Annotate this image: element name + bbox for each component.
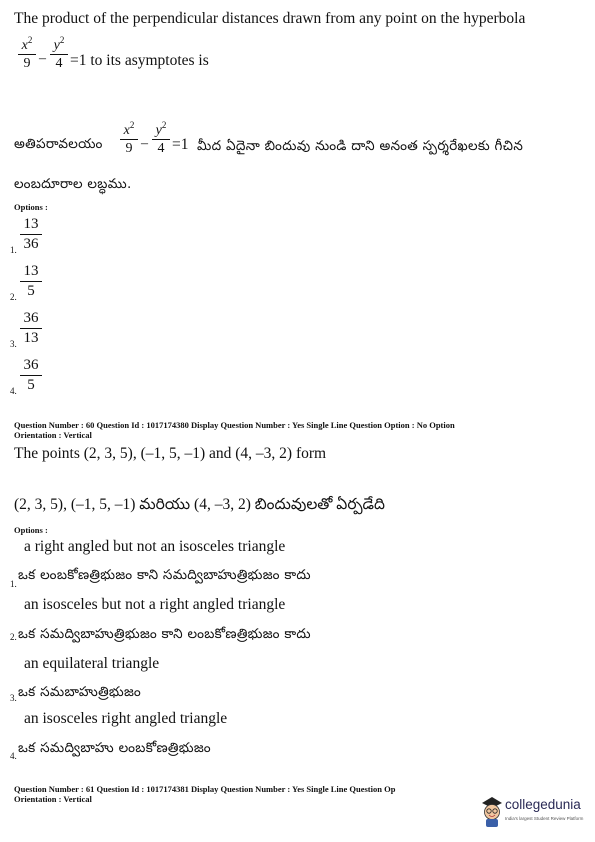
- exp-2: 2: [59, 35, 65, 45]
- option-1-number: 1.: [10, 579, 17, 589]
- option-2-number: 2.: [10, 292, 17, 302]
- option-3-number: 3.: [10, 693, 17, 703]
- den-9: 9: [23, 56, 31, 71]
- equation-tail: =1 to its asymptotes is: [70, 52, 209, 69]
- question-meta-line2: Orientation : Vertical: [14, 430, 92, 440]
- collegedunia-logo: [480, 794, 590, 830]
- option-3-denominator: 13: [23, 330, 39, 346]
- option-3-english[interactable]: an equilateral triangle: [24, 655, 160, 672]
- option-3-fraction[interactable]: [20, 310, 42, 347]
- option-2-telugu[interactable]: ఒక సమద్విబాహుత్రిభుజం కాని లంబకోణత్రిభుజం కాదు: [18, 626, 311, 642]
- option-2-number: 2.: [10, 632, 17, 642]
- brand-tagline: India's largest Student Review Platform: [505, 816, 584, 821]
- telugu-suffix: మీద ఏదైనా బిందువు నుండి దాని అనంత స్పర్శరేఖలకు గీచిన: [197, 138, 524, 154]
- option-2-english[interactable]: an isosceles but not a right angled triangle: [24, 596, 286, 613]
- den-9: 9: [125, 141, 133, 156]
- option-4-denominator: 5: [27, 377, 35, 393]
- telugu-fraction-y2-over-4: [152, 118, 170, 156]
- question-text-telugu: (2, 3, 5), (–1, 5, –1) మరియు (4, –3, 2) బిందువులతో ఏర్పడేది: [14, 496, 385, 513]
- option-1-telugu[interactable]: ఒక లంబకోణత్రిభుజం కాని సమద్విబాహుత్రిభుజం కాదు: [18, 567, 311, 583]
- brand-name: collegedunia: [505, 797, 581, 812]
- fraction-y2-over-4: [50, 33, 68, 71]
- option-4-english[interactable]: an isosceles right angled triangle: [24, 710, 228, 727]
- minus-sign: –: [39, 51, 46, 66]
- option-3-numerator: 36: [23, 310, 39, 326]
- question-meta-line2: Orientation : Vertical: [14, 794, 92, 804]
- question-text: The points (2, 3, 5), (–1, 5, –1) and (4, –3, 2) form: [14, 445, 327, 462]
- telugu-fraction-x2-over-9: [120, 118, 138, 156]
- option-4-number: 4.: [10, 386, 17, 396]
- option-1-number: 1.: [10, 245, 17, 255]
- var-x: x: [21, 38, 28, 53]
- option-1-denominator: 36: [23, 236, 39, 252]
- exp-2: 2: [161, 120, 167, 130]
- fraction-x2-over-9: [18, 33, 36, 71]
- telugu-prefix: అతిపరావలయం: [14, 136, 103, 152]
- question-meta-line1: Question Number : 60 Question Id : 1017174380 Display Question Number : Yes Single Line Question Option : No Option: [14, 420, 455, 430]
- option-1-fraction[interactable]: [20, 216, 42, 253]
- minus-sign: –: [141, 136, 148, 151]
- option-4-telugu[interactable]: ఒక సమద్విబాహు లంబకోణత్రిభుజం: [18, 740, 211, 756]
- option-1-numerator: 13: [23, 216, 39, 232]
- option-4-fraction[interactable]: [20, 357, 42, 394]
- mascot-icon: [480, 794, 504, 828]
- option-1-english[interactable]: a right angled but not an isosceles triangle: [24, 538, 286, 555]
- option-2-denominator: 5: [27, 283, 35, 299]
- question-meta-line1: Question Number : 61 Question Id : 1017174381 Display Question Number : Yes Single Line Question Op: [14, 784, 396, 794]
- telugu-line2: లంబదూరాల లబ్ధము.: [14, 176, 132, 192]
- den-4: 4: [157, 141, 165, 156]
- question-text-line1: The product of the perpendicular distances drawn from any point on the hyperbola: [14, 10, 526, 27]
- den-4: 4: [55, 56, 63, 71]
- var-x: x: [123, 123, 130, 138]
- var-y: y: [53, 38, 60, 53]
- exp-2: 2: [27, 35, 33, 45]
- option-2-fraction[interactable]: [20, 263, 42, 300]
- option-4-number: 4.: [10, 751, 17, 761]
- option-4-numerator: 36: [23, 357, 39, 373]
- options-label: Options :: [14, 202, 48, 212]
- exp-2: 2: [129, 120, 135, 130]
- var-y: y: [155, 123, 162, 138]
- option-3-number: 3.: [10, 339, 17, 349]
- options-label: Options :: [14, 525, 48, 535]
- telugu-eq-rhs: =1: [172, 136, 189, 153]
- option-2-numerator: 13: [23, 263, 39, 279]
- option-3-telugu[interactable]: ఒక సమబాహుత్రిభుజం: [18, 684, 142, 700]
